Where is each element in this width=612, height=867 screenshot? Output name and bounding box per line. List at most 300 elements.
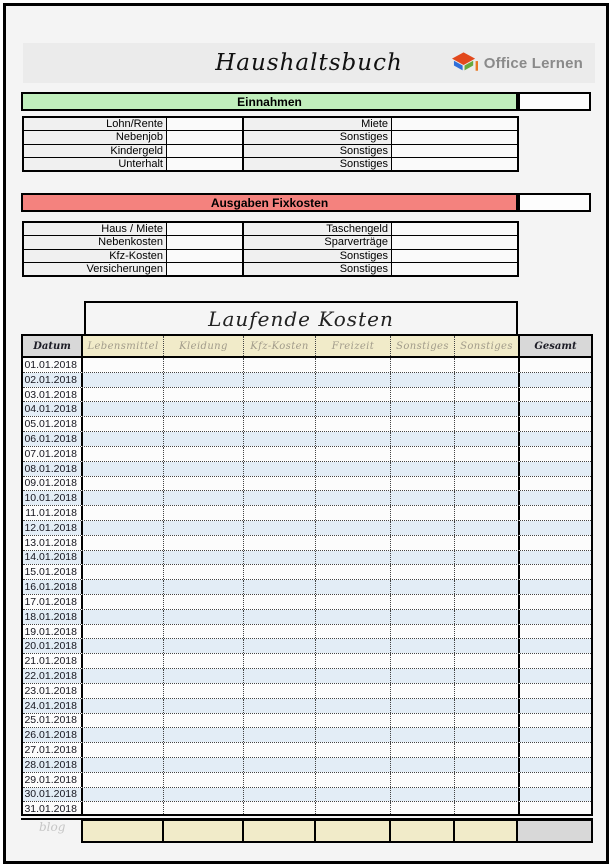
- expense-cell[interactable]: [244, 477, 316, 491]
- expense-cell[interactable]: [83, 669, 164, 683]
- expense-cell[interactable]: [391, 699, 455, 713]
- total-cell[interactable]: [518, 565, 591, 579]
- expense-cell[interactable]: [164, 728, 244, 742]
- date-cell[interactable]: 28.01.2018: [23, 758, 83, 772]
- expense-cell[interactable]: [455, 551, 518, 565]
- expense-cell[interactable]: [244, 491, 316, 505]
- fixed-costs-label: Taschengeld: [244, 223, 392, 235]
- expense-cell[interactable]: [391, 521, 455, 535]
- expense-cell[interactable]: [164, 788, 244, 802]
- fixed-costs-row: [24, 250, 517, 263]
- income-total-cell[interactable]: [518, 92, 591, 111]
- expense-cell[interactable]: [391, 684, 455, 698]
- expense-cell[interactable]: [83, 773, 164, 787]
- expense-cell[interactable]: [164, 610, 244, 624]
- expense-cell[interactable]: [316, 536, 391, 550]
- expense-cell[interactable]: [455, 714, 518, 728]
- date-cell[interactable]: 18.01.2018: [23, 610, 83, 624]
- expense-cell[interactable]: [83, 521, 164, 535]
- date-cell[interactable]: 03.01.2018: [23, 388, 83, 402]
- date-cell[interactable]: 08.01.2018: [23, 462, 83, 476]
- expense-cell[interactable]: [316, 477, 391, 491]
- expense-cell[interactable]: [83, 565, 164, 579]
- expense-cell[interactable]: [316, 358, 391, 372]
- expense-cell[interactable]: [83, 639, 164, 653]
- column-total-cell[interactable]: [453, 819, 518, 843]
- expense-cell[interactable]: [83, 536, 164, 550]
- column-header-category: Freizeit: [316, 336, 391, 356]
- date-row: [23, 462, 591, 477]
- expense-cell[interactable]: [83, 417, 164, 431]
- expense-cell[interactable]: [455, 639, 518, 653]
- total-cell[interactable]: [518, 491, 591, 505]
- expense-cell[interactable]: [83, 743, 164, 757]
- expense-cell[interactable]: [316, 714, 391, 728]
- expense-cell[interactable]: [391, 447, 455, 461]
- expense-cell[interactable]: [244, 654, 316, 668]
- expense-cell[interactable]: [83, 447, 164, 461]
- expense-cell[interactable]: [316, 417, 391, 431]
- expense-cell[interactable]: [83, 758, 164, 772]
- expense-cell[interactable]: [244, 565, 316, 579]
- expense-cell[interactable]: [391, 432, 455, 446]
- expense-cell[interactable]: [455, 728, 518, 742]
- expense-cell[interactable]: [244, 669, 316, 683]
- expense-cell[interactable]: [83, 728, 164, 742]
- column-total-cell[interactable]: [242, 819, 316, 843]
- expense-cell[interactable]: [164, 521, 244, 535]
- expense-cell[interactable]: [164, 373, 244, 387]
- total-cell[interactable]: [518, 728, 591, 742]
- expense-cell[interactable]: [316, 491, 391, 505]
- expense-cell[interactable]: [391, 758, 455, 772]
- income-label: Sonstiges: [244, 145, 392, 157]
- fixed-costs-row: [24, 236, 517, 249]
- expense-cell[interactable]: [83, 625, 164, 639]
- fixed-costs-table: [22, 221, 519, 277]
- expense-cell[interactable]: [391, 654, 455, 668]
- date-row: [23, 714, 591, 729]
- expense-cell[interactable]: [316, 610, 391, 624]
- expense-cell[interactable]: [455, 758, 518, 772]
- expense-cell[interactable]: [391, 580, 455, 594]
- date-cell[interactable]: 01.01.2018: [23, 358, 83, 372]
- expense-cell[interactable]: [391, 610, 455, 624]
- fixed-costs-label: Sonstiges: [244, 250, 392, 262]
- expense-cell[interactable]: [455, 595, 518, 609]
- fixed-costs-value-cell[interactable]: [167, 263, 244, 275]
- expense-cell[interactable]: [316, 669, 391, 683]
- expense-cell[interactable]: [316, 402, 391, 416]
- date-cell[interactable]: 19.01.2018: [23, 625, 83, 639]
- total-cell[interactable]: [518, 462, 591, 476]
- expense-cell[interactable]: [244, 580, 316, 594]
- expense-cell[interactable]: [455, 699, 518, 713]
- expense-cell[interactable]: [244, 699, 316, 713]
- expense-cell[interactable]: [244, 462, 316, 476]
- expense-cell[interactable]: [391, 477, 455, 491]
- expense-cell[interactable]: [83, 580, 164, 594]
- expense-cell[interactable]: [455, 417, 518, 431]
- date-cell[interactable]: 06.01.2018: [23, 432, 83, 446]
- expense-cell[interactable]: [244, 684, 316, 698]
- fixed-costs-label: Haus / Miete: [24, 223, 167, 235]
- expense-cell[interactable]: [455, 506, 518, 520]
- expense-cell[interactable]: [83, 491, 164, 505]
- expense-cell[interactable]: [391, 669, 455, 683]
- expense-cell[interactable]: [83, 610, 164, 624]
- expense-cell[interactable]: [316, 654, 391, 668]
- column-total-cell[interactable]: [162, 819, 244, 843]
- total-cell[interactable]: [518, 551, 591, 565]
- expense-cell[interactable]: [83, 684, 164, 698]
- expense-cell[interactable]: [244, 417, 316, 431]
- date-cell[interactable]: 05.01.2018: [23, 417, 83, 431]
- total-cell[interactable]: [518, 536, 591, 550]
- expense-cell[interactable]: [316, 788, 391, 802]
- date-row: [23, 580, 591, 595]
- expense-cell[interactable]: [455, 358, 518, 372]
- date-cell[interactable]: 13.01.2018: [23, 536, 83, 550]
- expense-cell[interactable]: [391, 417, 455, 431]
- fixed-costs-value-cell[interactable]: [392, 263, 517, 275]
- income-value-cell[interactable]: [167, 158, 244, 170]
- date-cell[interactable]: 27.01.2018: [23, 743, 83, 757]
- expense-cell[interactable]: [455, 491, 518, 505]
- expense-cell[interactable]: [391, 565, 455, 579]
- expense-cell[interactable]: [391, 595, 455, 609]
- running-costs-table: [21, 334, 593, 816]
- expense-cell[interactable]: [316, 447, 391, 461]
- date-cell[interactable]: 26.01.2018: [23, 728, 83, 742]
- fixed-costs-label: Sparverträge: [244, 236, 392, 248]
- expense-cell[interactable]: [316, 699, 391, 713]
- total-cell[interactable]: [518, 625, 591, 639]
- expense-cell[interactable]: [244, 521, 316, 535]
- fixed-costs-value-cell[interactable]: [167, 250, 244, 262]
- expense-cell[interactable]: [244, 358, 316, 372]
- expense-cell[interactable]: [83, 595, 164, 609]
- date-cell[interactable]: 21.01.2018: [23, 654, 83, 668]
- date-cell[interactable]: 16.01.2018: [23, 580, 83, 594]
- date-cell[interactable]: 15.01.2018: [23, 565, 83, 579]
- expense-cell[interactable]: [164, 447, 244, 461]
- income-row: [24, 158, 517, 170]
- expense-cell[interactable]: [455, 565, 518, 579]
- expense-cell[interactable]: [164, 743, 244, 757]
- expense-cell[interactable]: [455, 373, 518, 387]
- expense-cell[interactable]: [455, 773, 518, 787]
- expense-cell[interactable]: [164, 625, 244, 639]
- expense-cell[interactable]: [83, 699, 164, 713]
- fixed-costs-label: Versicherungen: [24, 263, 167, 275]
- expense-cell[interactable]: [83, 402, 164, 416]
- expense-cell[interactable]: [316, 551, 391, 565]
- total-cell[interactable]: [518, 388, 591, 402]
- office-lernen-icon: [452, 52, 478, 75]
- date-cell[interactable]: 20.01.2018: [23, 639, 83, 653]
- total-cell[interactable]: [518, 788, 591, 802]
- total-cell[interactable]: [518, 477, 591, 491]
- expense-cell[interactable]: [455, 610, 518, 624]
- income-value-cell[interactable]: [392, 118, 517, 130]
- expense-cell[interactable]: [244, 728, 316, 742]
- total-cell[interactable]: [518, 610, 591, 624]
- expense-cell[interactable]: [244, 373, 316, 387]
- expense-cell[interactable]: [455, 447, 518, 461]
- expense-cell[interactable]: [391, 714, 455, 728]
- income-section-title: Einnahmen: [237, 94, 302, 109]
- income-value-cell[interactable]: [392, 158, 517, 170]
- expense-cell[interactable]: [391, 788, 455, 802]
- expense-cell[interactable]: [83, 714, 164, 728]
- expense-cell[interactable]: [164, 402, 244, 416]
- expense-cell[interactable]: [83, 506, 164, 520]
- running-costs-title-box: [84, 301, 518, 336]
- expense-cell[interactable]: [391, 491, 455, 505]
- expense-cell[interactable]: [164, 388, 244, 402]
- expense-cell[interactable]: [164, 654, 244, 668]
- expense-cell[interactable]: [316, 625, 391, 639]
- date-cell[interactable]: 11.01.2018: [23, 506, 83, 520]
- date-cell[interactable]: 31.01.2018: [23, 802, 83, 816]
- expense-cell[interactable]: [391, 388, 455, 402]
- column-total-cell[interactable]: [389, 819, 455, 843]
- total-cell[interactable]: [518, 358, 591, 372]
- expense-cell[interactable]: [164, 714, 244, 728]
- column-header-date: Datum: [23, 336, 83, 356]
- expense-cell[interactable]: [455, 536, 518, 550]
- expense-cell[interactable]: [164, 462, 244, 476]
- expense-cell[interactable]: [391, 728, 455, 742]
- income-label: Kindergeld: [24, 145, 167, 157]
- expense-cell[interactable]: [316, 580, 391, 594]
- worksheet: [3, 3, 609, 864]
- expense-cell[interactable]: [83, 358, 164, 372]
- income-value-cell[interactable]: [167, 118, 244, 130]
- expense-cell[interactable]: [164, 669, 244, 683]
- total-cell[interactable]: [518, 595, 591, 609]
- total-cell[interactable]: [518, 773, 591, 787]
- date-cell[interactable]: 14.01.2018: [23, 551, 83, 565]
- expense-cell[interactable]: [83, 654, 164, 668]
- expense-cell[interactable]: [164, 491, 244, 505]
- expense-cell[interactable]: [164, 758, 244, 772]
- date-cell[interactable]: 04.01.2018: [23, 402, 83, 416]
- expense-cell[interactable]: [455, 432, 518, 446]
- expense-cell[interactable]: [164, 595, 244, 609]
- date-row: [23, 625, 591, 640]
- expense-cell[interactable]: [316, 595, 391, 609]
- date-cell[interactable]: 10.01.2018: [23, 491, 83, 505]
- expense-cell[interactable]: [455, 684, 518, 698]
- expense-cell[interactable]: [244, 714, 316, 728]
- total-cell[interactable]: [518, 373, 591, 387]
- expense-cell[interactable]: [164, 699, 244, 713]
- column-header-category: Kfz-Kosten: [244, 336, 316, 356]
- expense-cell[interactable]: [83, 477, 164, 491]
- expense-cell[interactable]: [316, 773, 391, 787]
- fixed-costs-value-cell[interactable]: [392, 223, 517, 235]
- expense-cell[interactable]: [316, 565, 391, 579]
- total-cell[interactable]: [518, 447, 591, 461]
- date-cell[interactable]: 02.01.2018: [23, 373, 83, 387]
- expense-cell[interactable]: [391, 402, 455, 416]
- expense-cell[interactable]: [244, 743, 316, 757]
- date-cell[interactable]: 22.01.2018: [23, 669, 83, 683]
- date-cell[interactable]: 17.01.2018: [23, 595, 83, 609]
- expense-cell[interactable]: [244, 758, 316, 772]
- expense-cell[interactable]: [164, 432, 244, 446]
- expense-cell[interactable]: [244, 506, 316, 520]
- date-row: [23, 491, 591, 506]
- date-cell[interactable]: 23.01.2018: [23, 684, 83, 698]
- page-title: Haushaltsbuch: [215, 50, 403, 76]
- expense-cell[interactable]: [455, 669, 518, 683]
- total-cell[interactable]: [518, 417, 591, 431]
- total-cell[interactable]: [518, 684, 591, 698]
- expense-cell[interactable]: [316, 432, 391, 446]
- expense-cell[interactable]: [164, 565, 244, 579]
- expense-cell[interactable]: [244, 402, 316, 416]
- total-cell[interactable]: [518, 521, 591, 535]
- date-row: [23, 388, 591, 403]
- expense-cell[interactable]: [164, 551, 244, 565]
- expense-cell[interactable]: [455, 477, 518, 491]
- expense-cell[interactable]: [391, 551, 455, 565]
- expense-cell[interactable]: [244, 432, 316, 446]
- expense-cell[interactable]: [164, 506, 244, 520]
- expense-cell[interactable]: [391, 536, 455, 550]
- date-cell[interactable]: 29.01.2018: [23, 773, 83, 787]
- fixed-costs-value-cell[interactable]: [392, 236, 517, 248]
- expense-cell[interactable]: [316, 743, 391, 757]
- expense-cell[interactable]: [164, 580, 244, 594]
- total-cell[interactable]: [518, 699, 591, 713]
- date-cell[interactable]: 30.01.2018: [23, 788, 83, 802]
- income-value-cell[interactable]: [392, 131, 517, 143]
- total-cell[interactable]: [518, 743, 591, 757]
- expense-cell[interactable]: [316, 521, 391, 535]
- expense-cell[interactable]: [316, 684, 391, 698]
- date-cell[interactable]: 24.01.2018: [23, 699, 83, 713]
- expense-cell[interactable]: [455, 743, 518, 757]
- date-row: [23, 758, 591, 773]
- column-total-cell[interactable]: [81, 819, 164, 843]
- expense-cell[interactable]: [83, 388, 164, 402]
- expense-cell[interactable]: [391, 743, 455, 757]
- expense-cell[interactable]: [391, 358, 455, 372]
- income-row: [24, 118, 517, 131]
- expense-cell[interactable]: [244, 625, 316, 639]
- expense-cell[interactable]: [83, 462, 164, 476]
- date-cell[interactable]: 12.01.2018: [23, 521, 83, 535]
- fixed-costs-section-title: Ausgaben Fixkosten: [210, 195, 329, 210]
- expense-cell[interactable]: [244, 595, 316, 609]
- date-row: [23, 610, 591, 625]
- expense-cell[interactable]: [164, 684, 244, 698]
- total-cell[interactable]: [518, 402, 591, 416]
- expense-cell[interactable]: [244, 788, 316, 802]
- expense-cell[interactable]: [244, 447, 316, 461]
- expense-cell[interactable]: [316, 639, 391, 653]
- expense-cell[interactable]: [316, 506, 391, 520]
- fixed-costs-total-cell[interactable]: [518, 193, 591, 212]
- expense-cell[interactable]: [164, 477, 244, 491]
- date-cell[interactable]: 09.01.2018: [23, 477, 83, 491]
- expense-cell[interactable]: [316, 758, 391, 772]
- income-value-cell[interactable]: [167, 145, 244, 157]
- expense-cell[interactable]: [244, 536, 316, 550]
- expense-cell[interactable]: [391, 639, 455, 653]
- expense-cell[interactable]: [244, 773, 316, 787]
- expense-cell[interactable]: [316, 728, 391, 742]
- expense-cell[interactable]: [391, 506, 455, 520]
- date-row: [23, 773, 591, 788]
- expense-cell[interactable]: [164, 536, 244, 550]
- column-total-cell[interactable]: [314, 819, 391, 843]
- expense-cell[interactable]: [164, 358, 244, 372]
- total-cell[interactable]: [518, 639, 591, 653]
- total-cell[interactable]: [518, 714, 591, 728]
- expense-cell[interactable]: [455, 388, 518, 402]
- total-cell[interactable]: [518, 669, 591, 683]
- expense-cell[interactable]: [164, 417, 244, 431]
- expense-cell[interactable]: [316, 388, 391, 402]
- expense-cell[interactable]: [83, 432, 164, 446]
- expense-cell[interactable]: [391, 462, 455, 476]
- expense-cell[interactable]: [244, 639, 316, 653]
- fixed-costs-value-cell[interactable]: [392, 250, 517, 262]
- expense-cell[interactable]: [455, 580, 518, 594]
- expense-cell[interactable]: [391, 625, 455, 639]
- expense-cell[interactable]: [244, 388, 316, 402]
- total-cell[interactable]: [518, 654, 591, 668]
- date-row: [23, 402, 591, 417]
- expense-cell[interactable]: [164, 773, 244, 787]
- fixed-costs-value-cell[interactable]: [167, 236, 244, 248]
- expense-cell[interactable]: [164, 639, 244, 653]
- expense-cell[interactable]: [244, 551, 316, 565]
- total-cell[interactable]: [518, 758, 591, 772]
- total-cell[interactable]: [518, 432, 591, 446]
- expense-cell[interactable]: [455, 462, 518, 476]
- income-value-cell[interactable]: [167, 131, 244, 143]
- expense-cell[interactable]: [244, 610, 316, 624]
- fixed-costs-label: Kfz-Kosten: [24, 250, 167, 262]
- expense-cell[interactable]: [455, 654, 518, 668]
- expense-cell[interactable]: [83, 788, 164, 802]
- expense-cell[interactable]: [455, 402, 518, 416]
- date-row: [23, 743, 591, 758]
- expense-cell[interactable]: [83, 551, 164, 565]
- total-cell[interactable]: [518, 580, 591, 594]
- date-cell[interactable]: 07.01.2018: [23, 447, 83, 461]
- expense-cell[interactable]: [391, 373, 455, 387]
- expense-cell[interactable]: [83, 373, 164, 387]
- expense-cell[interactable]: [391, 773, 455, 787]
- date-cell[interactable]: 25.01.2018: [23, 714, 83, 728]
- fixed-costs-value-cell[interactable]: [167, 223, 244, 235]
- expense-cell[interactable]: [455, 788, 518, 802]
- expense-cell[interactable]: [455, 625, 518, 639]
- grand-total-cell[interactable]: [516, 819, 593, 843]
- expense-cell[interactable]: [316, 462, 391, 476]
- expense-cell[interactable]: [455, 521, 518, 535]
- income-value-cell[interactable]: [392, 145, 517, 157]
- expense-cell[interactable]: [316, 373, 391, 387]
- total-cell[interactable]: [518, 506, 591, 520]
